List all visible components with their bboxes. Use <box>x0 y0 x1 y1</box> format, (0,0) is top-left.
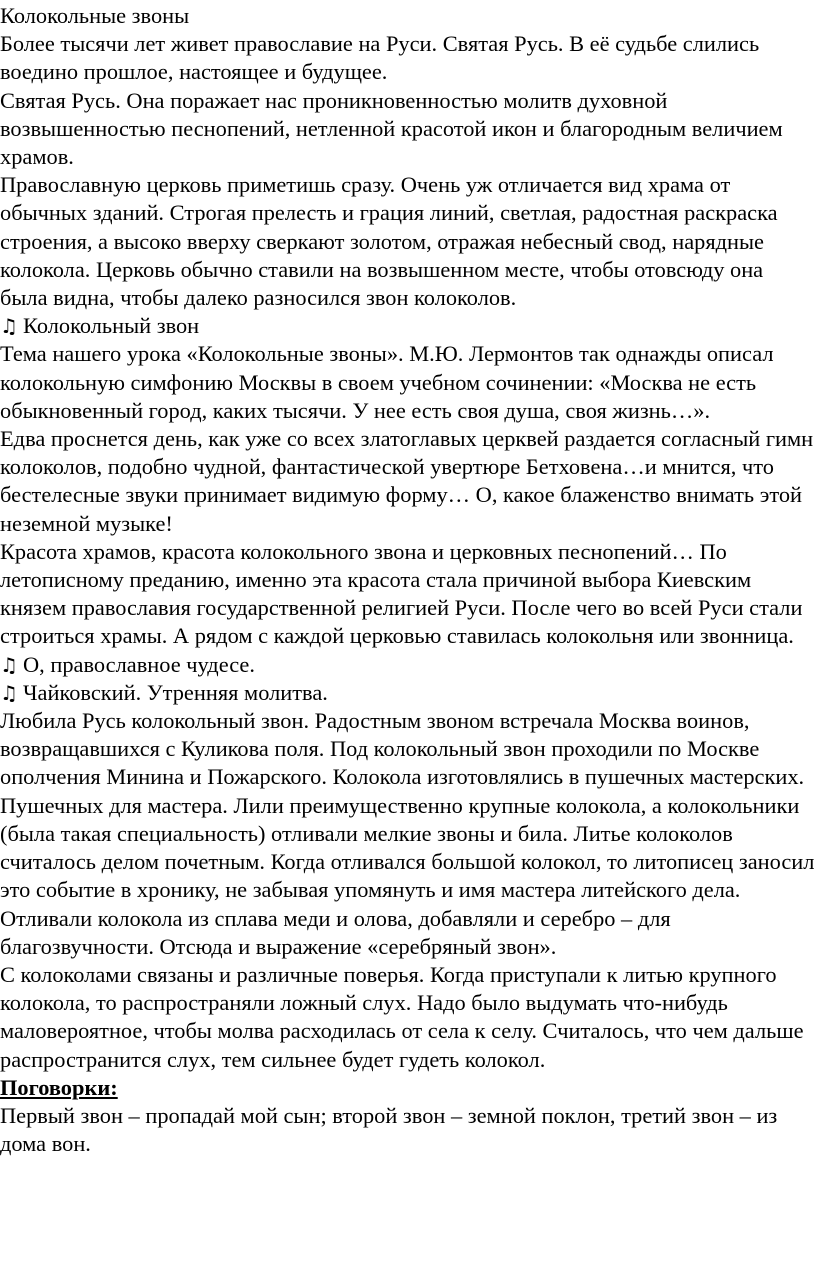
music-item-orthodox-miracle <box>0 651 816 679</box>
saying-text: Первый звон – пропадай мой сын; второй звон – земной поклон, третий звон – из дома вон. <box>0 1102 778 1157</box>
paragraph-orthodoxy: Более тысячи лет живет православие на Руси. Святая Русь. В её судьбе слились воедино прошлое, настоящее и будущее. <box>0 31 760 85</box>
music-note-icon: ♫ <box>0 314 18 339</box>
music-item-tchaikovsky <box>0 679 816 707</box>
sayings-heading: Поговорки: <box>0 1074 118 1100</box>
music-item-bell-ringing <box>0 312 816 340</box>
music-note-icon: ♫ <box>0 680 18 705</box>
paragraph-beliefs: С колоколами связаны и различные поверья. Когда приступали к литью крупного колокола, то распространяли ложный слух. Надо было выдумать что-нибудь маловероятное, чтобы молва расходилась от села к селу. Считалось, что чем дальше распространится слух, тем сильнее будет гудеть колокол. <box>0 961 804 1072</box>
music-item-label: Колокольный звон <box>23 313 200 339</box>
paragraph-church: Православную церковь приметишь сразу. Очень уж отличается вид храма от обычных зданий. Строгая прелесть и грация линий, светлая, радостная раскраска строения, а высоко вверху сверкают золотом, отражая небесный свод, нарядные колокола. Церковь обычно ставили на возвышенном месте, чтобы отовсюду она была видна, чтобы далеко разносился звон колоколов. <box>0 172 778 311</box>
paragraph-holy-rus: Святая Русь. Она поражает нас проникновенностью молитв духовной возвышенностью песнопений, нетленной красотой икон и благородным величием храмов. <box>0 87 783 170</box>
paragraph-rus-loved-bells: Любила Русь колокольный звон. Радостным звоном встречала Москва воинов, возвращавшихся с Куликова поля. Под колокольный звон проходили по Москве ополчения Минина и Пожарского. Колокола изготовлялись в пушечных мастерских. Пушечных для мастера. Лили преимущественно крупные колокола, а колокольники (была такая специальность) отливали мелкие звоны и била. Литье колоколов считалось делом почетным. Когда отливался большой колокол, то литописец заносил это событие в хронику, не забывая упомянуть и имя мастера литейского дела. <box>0 708 815 903</box>
paragraph-lesson-topic: Тема нашего урока «Колокольные звоны». М.Ю. Лермонтов так однажды описал колокольную симфонию Москвы в своем учебном сочинении: «Москва не есть обыкновенный город, каких тысячи. У нее есть своя душа, своя жизнь…». <box>0 341 774 423</box>
document-title: Колокольные звоны <box>0 3 190 28</box>
music-note-icon: ♫ <box>0 652 18 677</box>
paragraph-beauty: Красота храмов, красота колокольного звона и церковных песнопений… По летописному преданию, именно эта красота стала причиной выбора Киевским князем православия государственной религией Руси. После чего во всей Руси стали строиться храмы. А рядом с каждой церковью ставилась колокольня или звонница. <box>0 538 803 649</box>
music-item-label: О, православное чудесе. <box>23 651 255 677</box>
music-item-label: Чайковский. Утренняя молитва. <box>23 679 328 705</box>
paragraph-day-awakens: Едва проснется день, как уже со всех златоглавых церквей раздается согласный гимн колоколов, подобно чудной, фантастической увертюре Бетховена…и мнится, что бестелесные звуки принимает видимую форму… О, какое блаженство внимать этой неземной музыке! <box>0 426 814 536</box>
paragraph-alloy: Отливали колокола из сплава меди и олова, добавляли и серебро – для благозвучности. Отсюда и выражение «серебряный звон». <box>0 905 671 959</box>
